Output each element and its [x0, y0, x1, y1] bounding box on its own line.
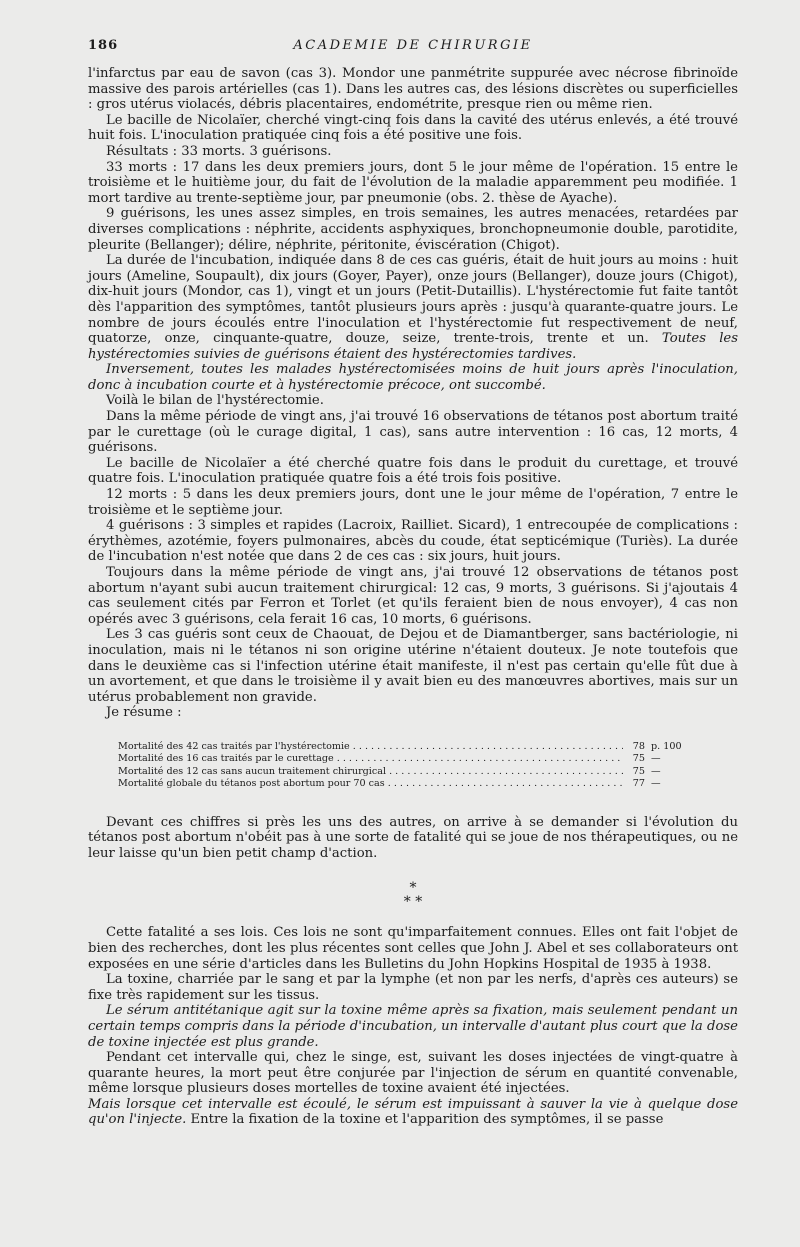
italic-statement: Le sérum antitétanique agit sur la toxine même après sa fixation, mais seulement pendant un certain temps compris dans la période d'incubation, un intervalle d'autant plus court que la dose de toxine injectée est plus grande. — [88, 1003, 738, 1050]
paragraph — [88, 1097, 738, 1128]
paragraph: Le bacille de Nicolaïer a été cherché quatre fois dans le produit du curettage, et trouvé quatre fois. L'inoculation pratiquée quatre fois a été trois fois positive. — [88, 455, 738, 487]
paragraph: Le bacille de Nicolaïer, cherché vingt-cinq fois dans la cavité des utérus enlevés, a été trouvé huit fois. L'inoculation pratiquée cinq fois a été positive une fois. — [88, 112, 738, 144]
paragraph: 4 guérisons : 3 simples et rapides (Lacroix, Railliet. Sicard), 1 entrecoupée de complications : érythèmes, azotémie, foyers pulmonaires, abcès du coude, état septicémique (Turiès). La durée de l'incubation n'est notée que dans 2 de ces cas : six jours, huit jours. — [88, 518, 738, 565]
table-row — [118, 753, 738, 765]
paragraph: Cette fatalité a ses lois. Ces lois ne sont qu'imparfaitement connues. Elles ont fait l'objet de bien des recherches, dont les plus récentes sont celles que John J. Abel et ses collaborateurs ont exposées en une série d'articles dans les Bulletins du John Hopkins Hospital de 1935 à 1938. — [88, 925, 738, 972]
paragraph: Les 3 cas guéris sont ceux de Chaouat, de Dejou et de Diamantberger, sans bactériologie, ni inoculation, mais ni le tétanos ni son origine utérine n'étaient douteux. Je note toutefois que dans le deuxième cas si l'infection utérine était manifeste, il n'est pas certain qu'elle fût due à un avortement, et que dans le troisième il y avait bien eu des manœuvres abortives, mais sur un utérus probablement non gravide. — [88, 627, 738, 705]
paragraph: 12 morts : 5 dans les deux premiers jours, dont une le jour même de l'opération, 7 entre le troisième et le septième jour. — [88, 487, 738, 518]
table-row — [118, 766, 738, 778]
paragraph: Dans la même période de vingt ans, j'ai trouvé 16 observations de tétanos post abortum traité par le curettage (où le curage digital, 1 cas), sans autre intervention : 16 cas, 12 morts, 4 guérisons. — [88, 409, 738, 456]
paragraph: Je résume : — [106, 705, 182, 721]
table-value: 77 — [632, 778, 645, 790]
table-unit: p. 100 — [651, 740, 682, 752]
table-unit: — — [651, 765, 661, 777]
table-unit: — — [651, 753, 661, 765]
table-label: Mortalité globale du tétanos post abortum pour 70 cas . . . — [118, 778, 623, 790]
italic-conclusion: Toutes les hystérectomies suivies de guérisons étaient des hystérectomies tardives. — [88, 331, 738, 362]
asterism-top: * — [409, 880, 417, 897]
paragraph-text: La durée de l'incubation, indiquée dans 8 de ces cas guéris, était de huit jours au moins : huit jours (Ameline, Soupault), dix jours (Goyer, Payer), onze jours (Bellanger), douze jours (Chigot), dix-huit jours (Mondor, cas 1), vingt et un jours (Petit-Dutaillis). L'hystérectomie fut faite tantôt dès l'apparition des symptômes, tantôt plusieurs jours après : jusqu'à quarante-quatre jours. Le nombre de jours écoulés entre l'inoculation et l'hystérectomie fut respectivement de neuf, quatorze, onze, cinquante-quatre, douze, seize, trente-trois, trente et un. — [88, 253, 738, 347]
paragraph-text: Entre la fixation de la toxine et l'apparition des symptômes, il se passe — [190, 1112, 664, 1128]
running-head: ACADEMIE DE CHIRURGIE — [293, 38, 533, 53]
body-text — [88, 66, 738, 1128]
paragraph — [88, 253, 738, 362]
paragraph: Voilà le bilan de l'hystérectomie. — [106, 393, 324, 409]
paragraph: Pendant cet intervalle qui, chez le singe, est, suivant les doses injectées de vingt-quatre à quarante heures, la mort peut être conjurée par l'injection de sérum en quantité convenable, même lorsque plusieurs doses mortelles de toxine avaient été injectées. — [88, 1050, 738, 1097]
paragraph: Résultats : 33 morts. 3 guérisons. — [106, 143, 332, 159]
italic-statement: Mais lorsque cet intervalle est écoulé, le sérum est impuissant à sauver la vie à quelque dose qu'on l'injecte. — [88, 1096, 738, 1128]
mortality-table — [118, 741, 738, 791]
paragraph: 33 morts : 17 dans les deux premiers jours, dont 5 le jour même de l'opération. 15 entre le troisième et le huitième jour, du fait de l'évolution de la maladie apparemment peu modifiée. 1 mort tardive au trente-septième jour, par pneumonie (obs. 2. thèse de Ayache). — [88, 159, 738, 206]
paragraph: Devant ces chiffres si près les uns des autres, on arrive à se demander si l'évolution du tétanos post abortum n'obéit pas à une sorte de fatalité qui se joue de nos thérapeutiques, ou ne leur laisse qu'un bien petit champ d'action. — [88, 814, 738, 861]
table-label: Mortalité des 16 cas traités par le curettage . . . — [118, 753, 623, 765]
page-number: 186 — [88, 38, 119, 53]
table-label: Mortalité des 42 cas traités par l'hystérectomie . . . — [118, 741, 623, 753]
table-value: 75 — [632, 753, 645, 765]
paragraph: La toxine, charriée par le sang et par la lymphe (et non par les nerfs, d'après ces auteurs) se fixe très rapidement sur les tissus. — [88, 972, 738, 1003]
table-value: 78 — [632, 740, 645, 752]
table-label: Mortalité des 12 cas sans aucun traitement chirurgical . . . — [118, 766, 623, 778]
table-value: 75 — [632, 765, 645, 777]
paragraph: l'infarctus par eau de savon (cas 3). Mondor une panmétrite suppurée avec nécrose fibrinoïde massive des parois artérielles (cas 1). Dans les autres cas, des lésions discrètes ou superficielles : gros utérus violacés, débris placentaires, endométrite, presque rien ou même rien. — [88, 66, 738, 113]
table-unit: — — [651, 778, 661, 790]
table-row — [118, 741, 738, 753]
asterism-bottom: * * — [403, 894, 423, 911]
section-asterism — [88, 881, 738, 909]
paragraph: Toujours dans la même période de vingt ans, j'ai trouvé 12 observations de tétanos post abortum n'ayant subi aucun traitement chirurgical: 12 cas, 9 morts, 3 guérisons. Si j'ajoutais 4 cas seulement cités par Ferron et Torlet (et qu'ils feraient bien de nous envoyer), 4 cas non opérés avec 3 guérisons, cela ferait 16 cas, 10 morts, 6 guérisons. — [88, 565, 738, 627]
italic-statement: Inversement, toutes les malades hystérectomisées moins de huit jours après l'inoculation, donc à incubation courte et à hystérectomie précoce, ont succombé. — [88, 362, 738, 393]
paragraph: 9 guérisons, les unes assez simples, en trois semaines, les autres menacées, retardées par diverses complications : néphrite, accidents asphyxiques, bronchopneumonie double, parotidite, pleurite (Bellanger); délire, néphrite, péritonite, éviscération (Chigot). — [88, 206, 738, 253]
paragraph — [88, 362, 738, 393]
table-row — [118, 778, 738, 790]
paragraph — [88, 1003, 738, 1050]
page-header — [88, 38, 738, 66]
